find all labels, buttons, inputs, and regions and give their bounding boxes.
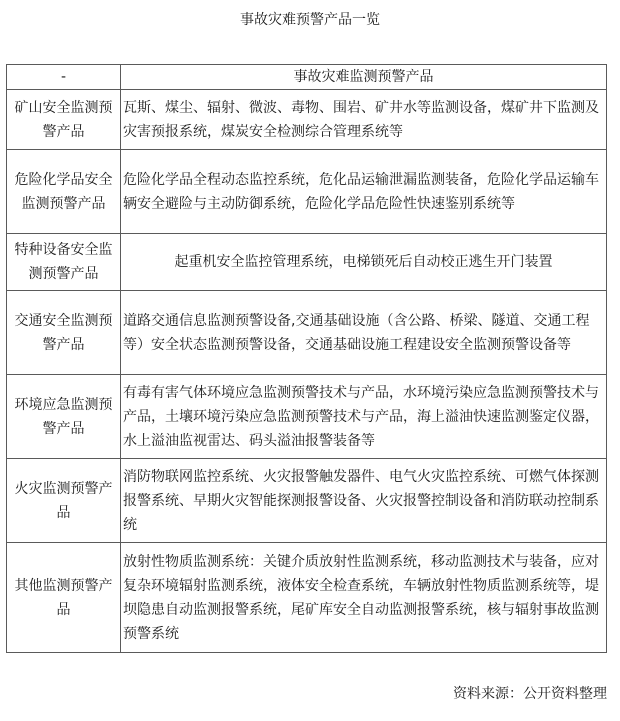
table-row bbox=[7, 234, 607, 291]
products-cell: 放射性物质监测系统：关键介质放射性监测系统，移动监测技术与装备，应对复杂环境辐射监测系统，液体安全检查系统，车辆放射性物质监测系统等，堤坝隐患自动监测报警系统，尾矿库安全自动监测报警系统，核与辐射事故监测预警系统 bbox=[121, 543, 607, 653]
products-table bbox=[6, 64, 607, 653]
table-row bbox=[7, 291, 607, 375]
products-cell: 道路交通信息监测预警设备,交通基础设施（含公路、桥梁、隧道、交通工程等）安全状态监测预警设备，交通基础设施工程建设安全监测预警设备等 bbox=[121, 291, 607, 375]
table-row bbox=[7, 90, 607, 150]
source-note: 资料来源：公开资料整理 bbox=[453, 686, 607, 702]
products-cell: 瓦斯、煤尘、辐射、微波、毒物、围岩、矿井水等监测设备，煤矿井下监测及灾害预报系统，煤炭安全检测综合管理系统等 bbox=[121, 90, 607, 150]
category-cell: 交通安全监测预警产品 bbox=[7, 291, 121, 375]
products-cell: 有毒有害气体环境应急监测预警技术与产品，水环境污染应急监测预警技术与产品，土壤环境污染应急监测预警技术与产品，海上溢油快速监测鉴定仪器，水上溢油监视雷达、码头溢油报警装备等 bbox=[121, 375, 607, 459]
products-cell: 危险化学品全程动态监控系统，危化品运输泄漏监测装备，危险化学品运输车辆安全避险与主动防御系统，危险化学品危险性快速鉴别系统等 bbox=[121, 150, 607, 234]
table-row bbox=[7, 543, 607, 653]
category-cell: 危险化学品安全监测预警产品 bbox=[7, 150, 121, 234]
category-cell: 火灾监测预警产品 bbox=[7, 459, 121, 543]
page-title: 事故灾难预警产品一览 bbox=[240, 12, 380, 28]
table-row bbox=[7, 375, 607, 459]
category-cell: 环境应急监测预警产品 bbox=[7, 375, 121, 459]
category-cell: 矿山安全监测预警产品 bbox=[7, 90, 121, 150]
header-col-products: 事故灾难监测预警产品 bbox=[121, 65, 607, 90]
table-header-row bbox=[7, 65, 607, 90]
table-row bbox=[7, 150, 607, 234]
header-col-category: - bbox=[7, 65, 121, 90]
category-cell: 其他监测预警产品 bbox=[7, 543, 121, 653]
category-cell: 特种设备安全监测预警产品 bbox=[7, 234, 121, 291]
products-cell: 消防物联网监控系统、火灾报警触发器件、电气火灾监控系统、可燃气体探测报警系统、早期火灾智能探测报警设备、火灾报警控制设备和消防联动控制系统 bbox=[121, 459, 607, 543]
products-cell: 起重机安全监控管理系统，电梯锁死后自动校正逃生开门装置 bbox=[121, 234, 607, 291]
table-row bbox=[7, 459, 607, 543]
